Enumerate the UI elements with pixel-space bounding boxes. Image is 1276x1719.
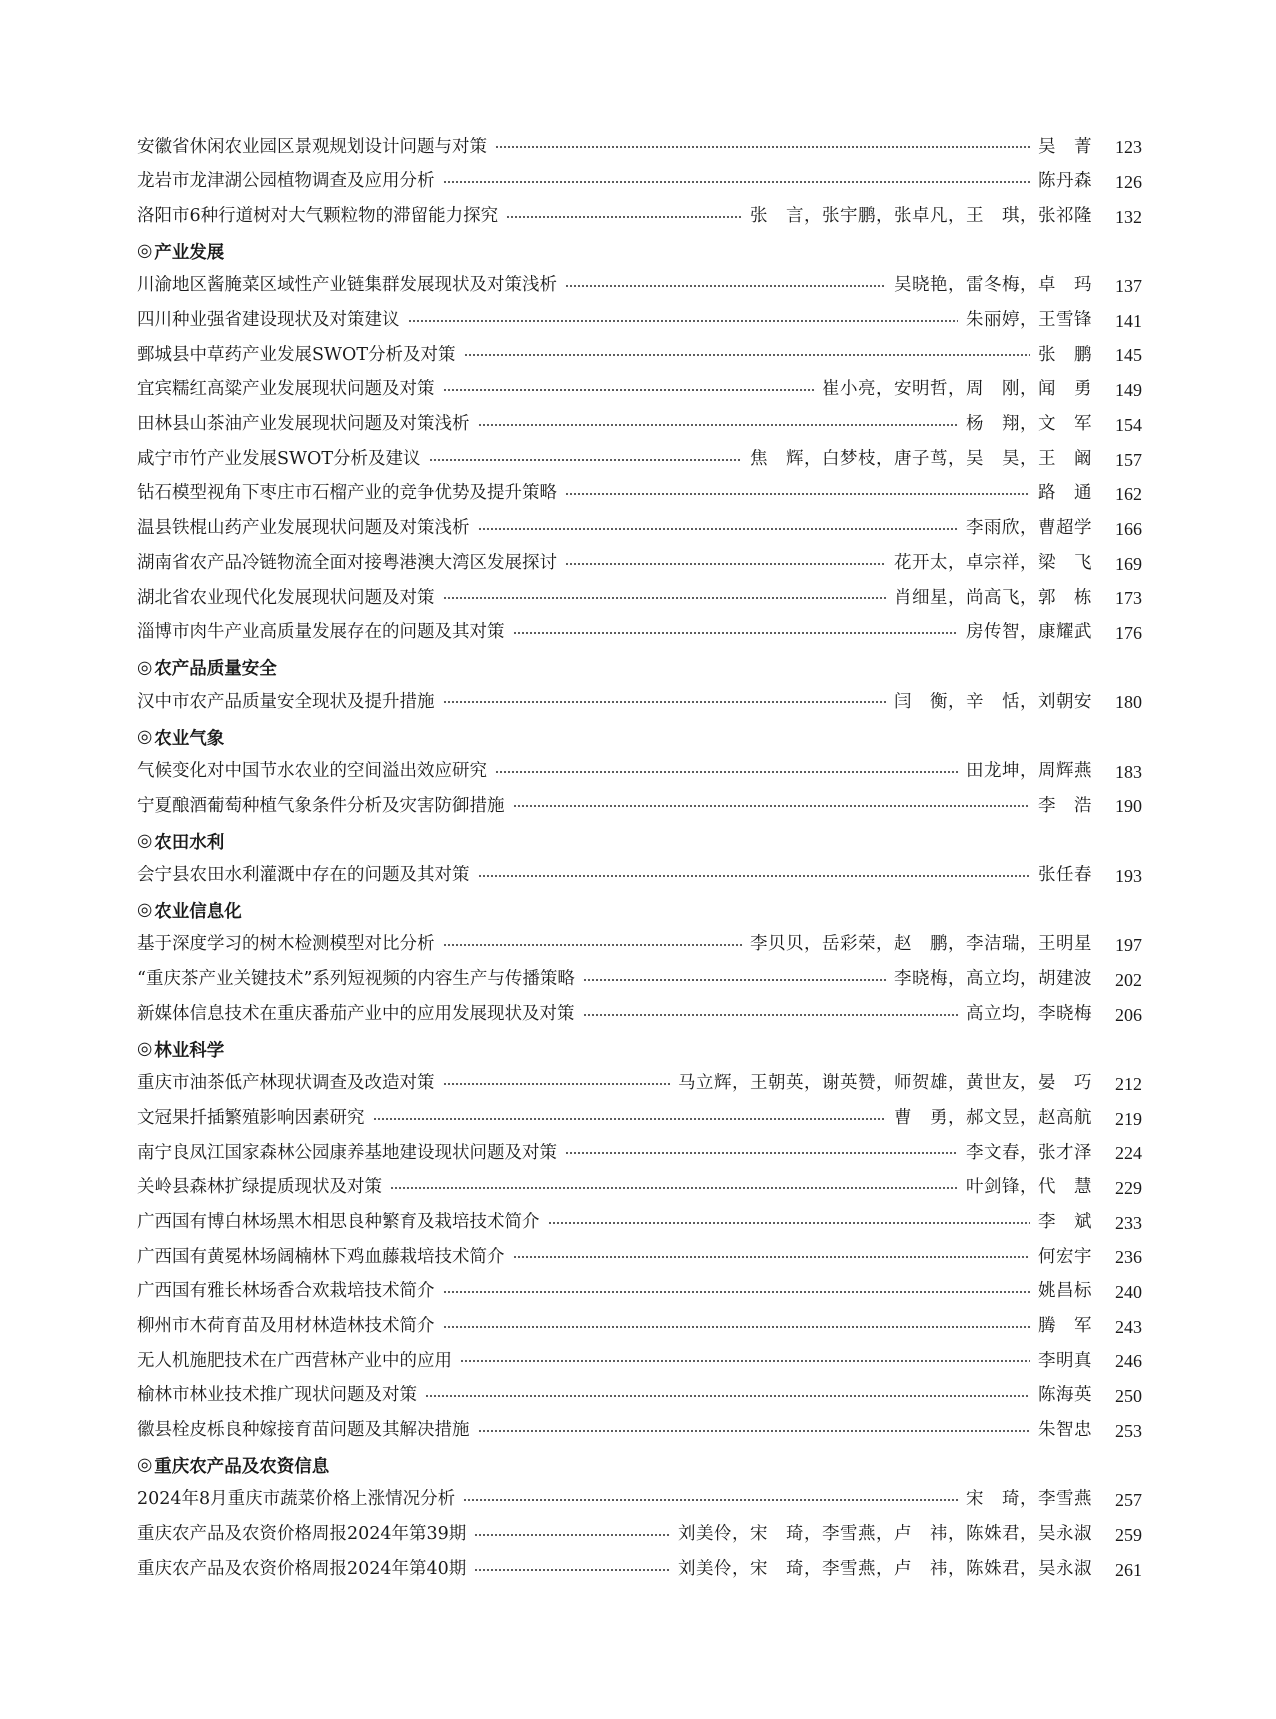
dot-leader [474,1534,670,1536]
entry-title: 2024年8月重庆市蔬菜价格上涨情况分析 [137,1489,456,1510]
dot-leader [443,944,743,946]
section-heading [137,1032,1142,1067]
entry-page-number: 173 [1115,588,1142,609]
dot-leader [443,1083,671,1085]
toc-entry [137,1275,1142,1310]
toc-entry [137,512,1142,547]
entry-title: “重庆茶产业关键技术”系列短视频的内容生产与传播策略 [137,969,575,990]
toc-entry [137,997,1142,1032]
entry-authors: 焦 辉，白梦枝，唐子茑，吴 昊，王 阚 [750,448,1092,469]
entry-title: 湖北省农业现代化发展现状问题及对策 [137,587,435,608]
dot-leader [429,459,743,461]
dot-leader [548,1222,1031,1224]
entry-authors: 田龙坤，周辉燕 [966,760,1092,781]
entry-title: 关岭县森林扩绿提质现状及对策 [137,1177,382,1198]
entry-title: 淄博市肉牛产业高质量发展存在的问题及其对策 [137,622,505,643]
dot-leader [443,181,1031,183]
entry-page-number: 149 [1115,380,1142,401]
section-title: 重庆农产品及农资信息 [154,1456,330,1477]
entry-title: 重庆市油茶低产林现状调查及改造对策 [137,1073,435,1094]
entry-page-number: 261 [1115,1559,1142,1580]
entry-page-number: 123 [1115,137,1142,158]
entry-title: 宜宾糯红高粱产业发展现状问题及对策 [137,379,435,400]
entry-page-number: 126 [1115,172,1142,193]
toc-entry [137,269,1142,304]
entry-title: 文冠果扦插繁殖影响因素研究 [137,1107,365,1128]
toc-entry [137,928,1142,963]
entry-page-number: 212 [1115,1073,1142,1094]
dot-leader [513,1256,1031,1258]
entry-authors: 腾 军 [1038,1315,1092,1336]
dot-leader [390,1187,958,1189]
section-mark: ◎ [137,727,153,748]
section-heading [137,234,1142,269]
section-mark: ◎ [137,657,153,678]
toc-entry [137,1171,1142,1206]
entry-authors: 何宏宇 [1038,1246,1092,1267]
section-title: 农业信息化 [154,901,242,922]
dot-leader [463,1499,958,1501]
entry-title: 广西国有黄冕林场阔楠林下鸡血藤栽培技术简介 [137,1246,505,1267]
toc-entry [137,130,1142,165]
dot-leader [443,701,887,703]
section-heading [137,1448,1142,1483]
entry-page-number: 193 [1115,865,1142,886]
entry-page-number: 250 [1115,1386,1142,1407]
section-mark: ◎ [137,831,153,852]
section-mark: ◎ [137,1455,153,1476]
entry-page-number: 202 [1115,969,1142,990]
dot-leader [506,216,742,218]
entry-authors: 刘美伶，宋 琦，李雪燕，卢 祎，陈姝君，吴永淑 [678,1524,1092,1545]
entry-authors: 高立均，李晓梅 [966,1003,1092,1024]
dot-leader [565,493,1030,495]
entry-title: 南宁良凤江国家森林公园康养基地建设现状问题及对策 [137,1142,557,1163]
section-heading [137,650,1142,685]
entry-title: 徽县栓皮栎良种嫁接育苗问题及其解决措施 [137,1420,470,1441]
toc-entry [137,373,1142,408]
dot-leader [464,354,1031,356]
dot-leader [478,424,959,426]
entry-authors: 叶剑锋，代 慧 [966,1177,1092,1198]
dot-leader [443,597,887,599]
toc-entry [137,581,1142,616]
entry-page-number: 180 [1115,692,1142,713]
entry-title: 龙岩市龙津湖公园植物调查及应用分析 [137,171,435,192]
entry-authors: 陈丹森 [1038,171,1092,192]
entry-title: 四川种业强省建设现状及对策建议 [137,310,400,331]
toc-entry [137,1309,1142,1344]
toc-entry [137,165,1142,200]
entry-title: 安徽省休闲农业园区景观规划设计问题与对策 [137,136,487,157]
toc-entry [137,546,1142,581]
entry-title: 咸宁市竹产业发展SWOT分析及建议 [137,448,421,469]
toc-entry [137,616,1142,651]
toc-entry [137,199,1142,234]
entry-page-number: 233 [1115,1212,1142,1233]
toc-entry [137,338,1142,373]
dot-leader [425,1395,1030,1397]
dot-leader [478,1430,1031,1432]
entry-page-number: 141 [1115,310,1142,331]
entry-authors: 房传智，康耀武 [966,622,1092,643]
entry-page-number: 162 [1115,484,1142,505]
entry-authors: 姚昌标 [1038,1281,1092,1302]
entry-authors: 李明真 [1038,1350,1092,1371]
entry-authors: 朱智忠 [1038,1420,1092,1441]
entry-authors: 刘美伶，宋 琦，李雪燕，卢 祎，陈姝君，吴永淑 [678,1558,1092,1579]
toc-entry [137,1205,1142,1240]
section-heading [137,720,1142,755]
entry-page-number: 183 [1115,761,1142,782]
entry-title: 无人机施肥技术在广西营林产业中的应用 [137,1350,452,1371]
section-mark: ◎ [137,900,153,921]
dot-leader [495,771,958,773]
toc-entry [137,303,1142,338]
toc-entry [137,1552,1142,1587]
entry-page-number: 236 [1115,1247,1142,1268]
entry-title: 湖南省农产品冷链物流全面对接粤港澳大湾区发展探讨 [137,552,557,573]
entry-authors: 李 斌 [1038,1211,1092,1232]
table-of-contents [137,130,1142,1587]
entry-authors: 朱丽婷，王雪锋 [966,310,1092,331]
entry-page-number: 243 [1115,1316,1142,1337]
entry-page-number: 246 [1115,1351,1142,1372]
entry-page-number: 166 [1115,518,1142,539]
section-mark: ◎ [137,241,153,262]
entry-authors: 李 浩 [1038,795,1092,816]
toc-entry [137,1518,1142,1553]
entry-page-number: 190 [1115,796,1142,817]
dot-leader [373,1118,887,1120]
entry-title: 气候变化对中国节水农业的空间溢出效应研究 [137,760,487,781]
section-heading [137,824,1142,859]
entry-page-number: 169 [1115,553,1142,574]
entry-authors: 李文春，张才泽 [966,1142,1092,1163]
section-mark: ◎ [137,1039,153,1060]
dot-leader [565,1152,958,1154]
entry-title: 温县铁棍山药产业发展现状问题及对策浅析 [137,518,470,539]
toc-entry [137,1483,1142,1518]
entry-page-number: 219 [1115,1108,1142,1129]
toc-entry [137,1240,1142,1275]
entry-authors: 陈海英 [1038,1385,1092,1406]
entry-authors: 崔小亮，安明哲，周 刚，闻 勇 [822,379,1092,400]
entry-title: 基于深度学习的树木检测模型对比分析 [137,934,435,955]
entry-title: 榆林市林业技术推广现状问题及对策 [137,1385,417,1406]
entry-authors: 吴晓艳，雷冬梅，卓 玛 [894,275,1092,296]
entry-page-number: 253 [1115,1420,1142,1441]
entry-title: 洛阳市6种行道树对大气颗粒物的滞留能力探究 [137,205,499,226]
entry-page-number: 132 [1115,206,1142,227]
toc-entry [137,442,1142,477]
entry-authors: 张 鹏 [1038,344,1092,365]
entry-authors: 路 通 [1038,483,1092,504]
section-title: 农田水利 [154,832,225,853]
entry-page-number: 137 [1115,276,1142,297]
entry-page-number: 224 [1115,1143,1142,1164]
entry-authors: 花开太，卓宗祥，梁 飞 [894,552,1092,573]
entry-title: 重庆农产品及农资价格周报2024年第39期 [137,1524,467,1545]
toc-entry [137,963,1142,998]
dot-leader [443,1291,1031,1293]
toc-entry [137,685,1142,720]
dot-leader [443,1326,1031,1328]
toc-entry [137,1136,1142,1171]
toc-entry [137,789,1142,824]
dot-leader [583,979,886,981]
entry-title: 重庆农产品及农资价格周报2024年第40期 [137,1558,467,1579]
toc-entry [137,1379,1142,1414]
section-title: 产业发展 [154,242,225,263]
entry-page-number: 157 [1115,449,1142,470]
entry-page-number: 257 [1115,1490,1142,1511]
entry-page-number: 154 [1115,414,1142,435]
toc-entry [137,1344,1142,1379]
entry-page-number: 197 [1115,935,1142,956]
dot-leader [408,320,959,322]
toc-entry [137,408,1142,443]
dot-leader [565,563,886,565]
entry-title: 宁夏酿酒葡萄种植气象条件分析及灾害防御措施 [137,795,505,816]
entry-authors: 宋 琦，李雪燕 [966,1489,1092,1510]
entry-title: 川渝地区酱腌菜区域性产业链集群发展现状及对策浅析 [137,275,557,296]
entry-authors: 李贝贝，岳彩荣，赵 鹏，李洁瑞，王明星 [750,934,1092,955]
toc-entry [137,1413,1142,1448]
dot-leader [513,632,959,634]
entry-title: 汉中市农产品质量安全现状及提升措施 [137,691,435,712]
dot-leader [460,1360,1030,1362]
dot-leader [443,389,815,391]
toc-entry [137,858,1142,893]
entry-title: 钻石模型视角下枣庄市石榴产业的竞争优势及提升策略 [137,483,557,504]
entry-title: 鄄城县中草药产业发展SWOT分析及对策 [137,344,456,365]
dot-leader [495,146,1030,148]
entry-page-number: 259 [1115,1524,1142,1545]
entry-page-number: 229 [1115,1177,1142,1198]
section-title: 林业科学 [154,1040,225,1061]
entry-title: 广西国有博白林场黑木相思良种繁育及栽培技术简介 [137,1211,540,1232]
entry-title: 新媒体信息技术在重庆番茄产业中的应用发展现状及对策 [137,1003,575,1024]
entry-page-number: 176 [1115,622,1142,643]
entry-authors: 杨 翔，文 军 [966,414,1092,435]
section-heading [137,893,1142,928]
dot-leader [478,875,1031,877]
toc-entry [137,477,1142,512]
entry-page-number: 145 [1115,345,1142,366]
dot-leader [583,1014,959,1016]
toc-entry [137,754,1142,789]
toc-entry [137,1067,1142,1102]
entry-title: 广西国有雅长林场香合欢栽培技术简介 [137,1281,435,1302]
entry-authors: 马立辉，王朝英，谢英赞，师贺雄，黄世友，晏 巧 [678,1073,1092,1094]
entry-authors: 曹 勇，郝文昱，赵高航 [894,1107,1092,1128]
entry-page-number: 240 [1115,1282,1142,1303]
entry-authors: 闫 衡，辛 恬，刘朝安 [894,691,1092,712]
entry-authors: 李雨欣，曹超学 [966,518,1092,539]
dot-leader [474,1569,670,1571]
entry-authors: 张任春 [1038,865,1092,886]
entry-authors: 肖细星，尚高飞，郭 栋 [894,587,1092,608]
dot-leader [478,528,959,530]
entry-page-number: 206 [1115,1004,1142,1025]
section-title: 农业气象 [154,728,225,749]
entry-authors: 张 言，张宇鹏，张卓凡，王 琪，张祁隆 [750,205,1092,226]
dot-leader [565,285,886,287]
entry-authors: 李晓梅，高立均，胡建波 [894,969,1092,990]
dot-leader [513,805,1031,807]
entry-authors: 吴 菁 [1038,136,1092,157]
entry-title: 柳州市木荷育苗及用材林造林技术简介 [137,1315,435,1336]
entry-title: 田林县山茶油产业发展现状问题及对策浅析 [137,414,470,435]
section-title: 农产品质量安全 [154,659,277,680]
entry-title: 会宁县农田水利灌溉中存在的问题及其对策 [137,865,470,886]
toc-entry [137,1101,1142,1136]
